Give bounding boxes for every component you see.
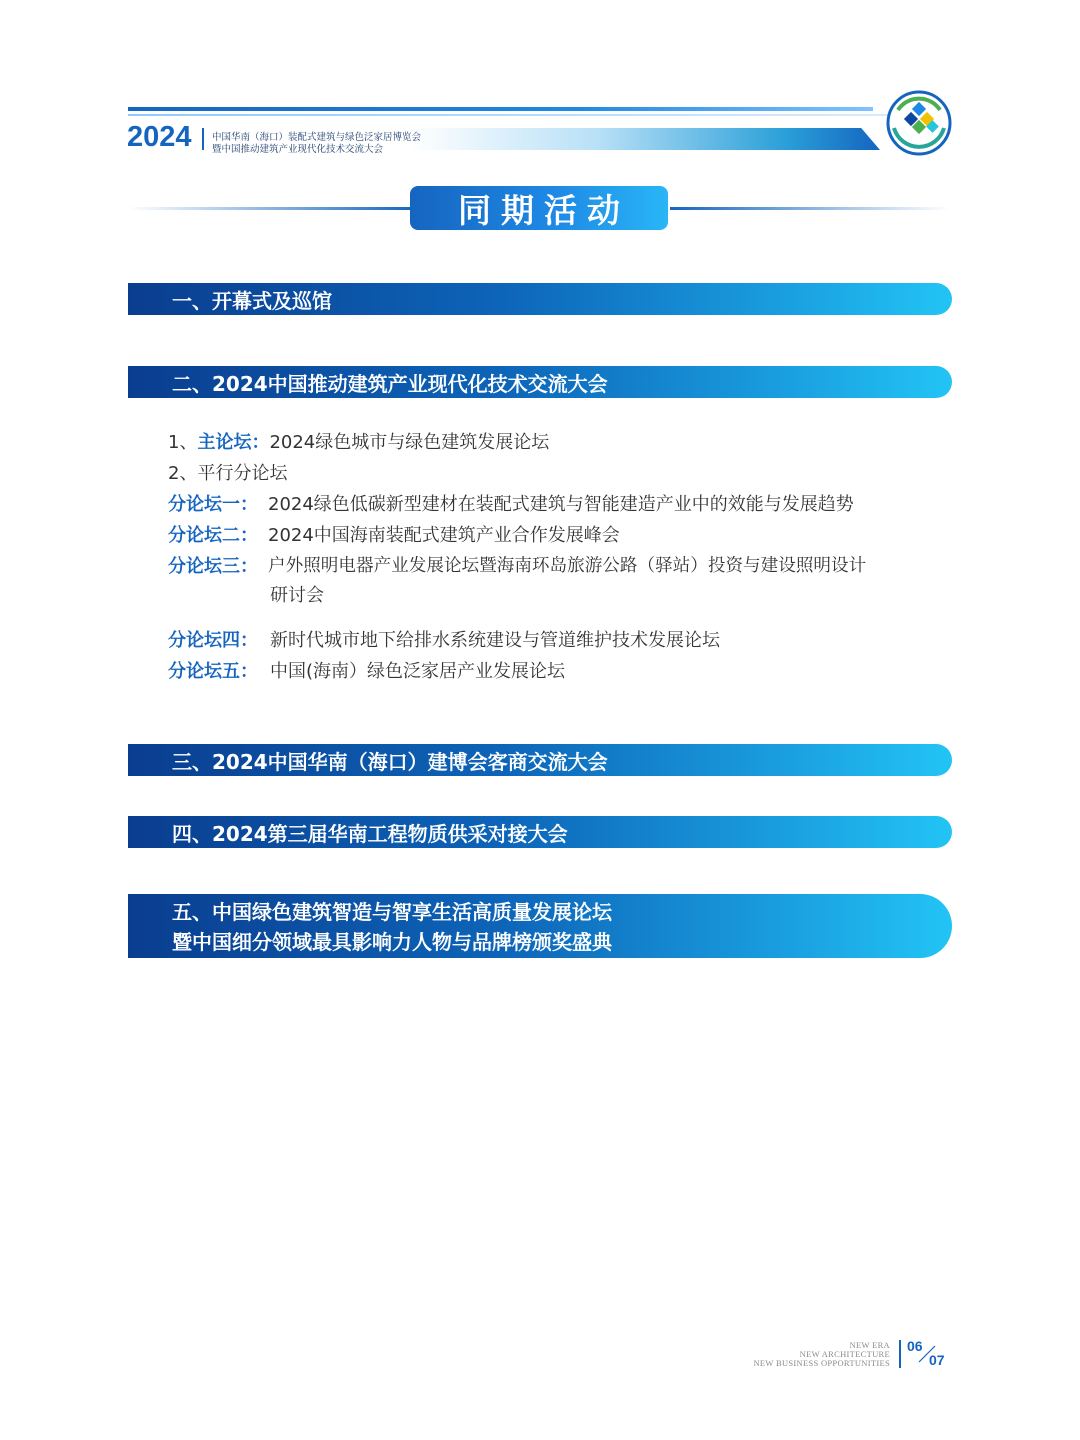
sub-forum-3-text-cont: 研讨会 (270, 585, 324, 606)
header-subtitle-line2: 暨中国推动建筑产业现代化技术交流大会 (212, 144, 384, 155)
sub-forum-1-text: 2024绿色低碳新型建材在装配式建筑与智能建造产业中的效能与发展趋势 (268, 494, 854, 515)
banner-tech-conference: 二、2024中国推动建筑产业现代化技术交流大会 (128, 366, 952, 398)
header-ribbon (410, 128, 880, 150)
main-forum-prefix: 1、 (168, 432, 198, 453)
header-subtitle-line1: 中国华南（海口）装配式建筑与绿色泛家居博览会 (212, 132, 422, 143)
banner-5-line2: 暨中国细分领域最具影响力人物与品牌榜颁奖盛典 (172, 930, 612, 954)
sub-forum-3-text: 户外照明电器产业发展论坛暨海南环岛旅游公路（驿站）投资与建设照明设计 (268, 556, 867, 576)
page-number-next: 07 (929, 1352, 945, 1368)
sub-forum-3-label: 分论坛三： (168, 556, 258, 577)
header-top-line-thin (128, 114, 888, 116)
banner-green-building-forum (128, 894, 952, 958)
sub-forum-2-text: 2024中国海南装配式建筑产业合作发展峰会 (268, 525, 620, 546)
sub-forum-2-label: 分论坛二： (168, 525, 258, 546)
sub-forum-5-label: 分论坛五： (168, 661, 258, 682)
page-number-current: 06 (907, 1338, 923, 1354)
header-year: 2024 (127, 121, 192, 153)
footer-divider (899, 1340, 901, 1368)
main-forum-colon: ： (251, 432, 270, 453)
banner-opening: 一、开幕式及巡馆 (128, 283, 952, 315)
banner-supply-matching: 四、2024第三届华南工程物质供采对接大会 (128, 816, 952, 848)
banner-5-line1: 五、中国绿色建筑智造与智享生活高质量发展论坛 (172, 900, 612, 924)
main-forum-text: 2024绿色城市与绿色建筑发展论坛 (269, 432, 550, 453)
sub-forum-1-label: 分论坛一： (168, 494, 258, 515)
main-forum-line (168, 428, 549, 454)
title-line-left (128, 207, 416, 210)
sub-forum-4-label: 分论坛四： (168, 630, 258, 651)
section-title: 同期活动 (410, 186, 668, 230)
sub-forum-5-text: 中国(海南）绿色泛家居产业发展论坛 (270, 661, 566, 682)
expo-logo-icon (884, 88, 954, 158)
banner-merchant-exchange: 三、2024中国华南（海口）建博会客商交流大会 (128, 744, 952, 776)
header-top-line (128, 107, 873, 111)
footer-line2: NEW ARCHITECTURE (799, 1349, 890, 1359)
main-forum-label: 主论坛 (197, 432, 252, 453)
parallel-forums-heading: 2、平行分论坛 (168, 463, 288, 484)
footer-line1: NEW ERA (849, 1340, 890, 1350)
header-divider (202, 128, 204, 150)
footer-line3: NEW BUSINESS OPPORTUNITIES (753, 1358, 890, 1368)
sub-forum-4-text: 新时代城市地下给排水系统建设与管道维护技术发展论坛 (270, 630, 720, 651)
title-line-right (670, 207, 950, 210)
